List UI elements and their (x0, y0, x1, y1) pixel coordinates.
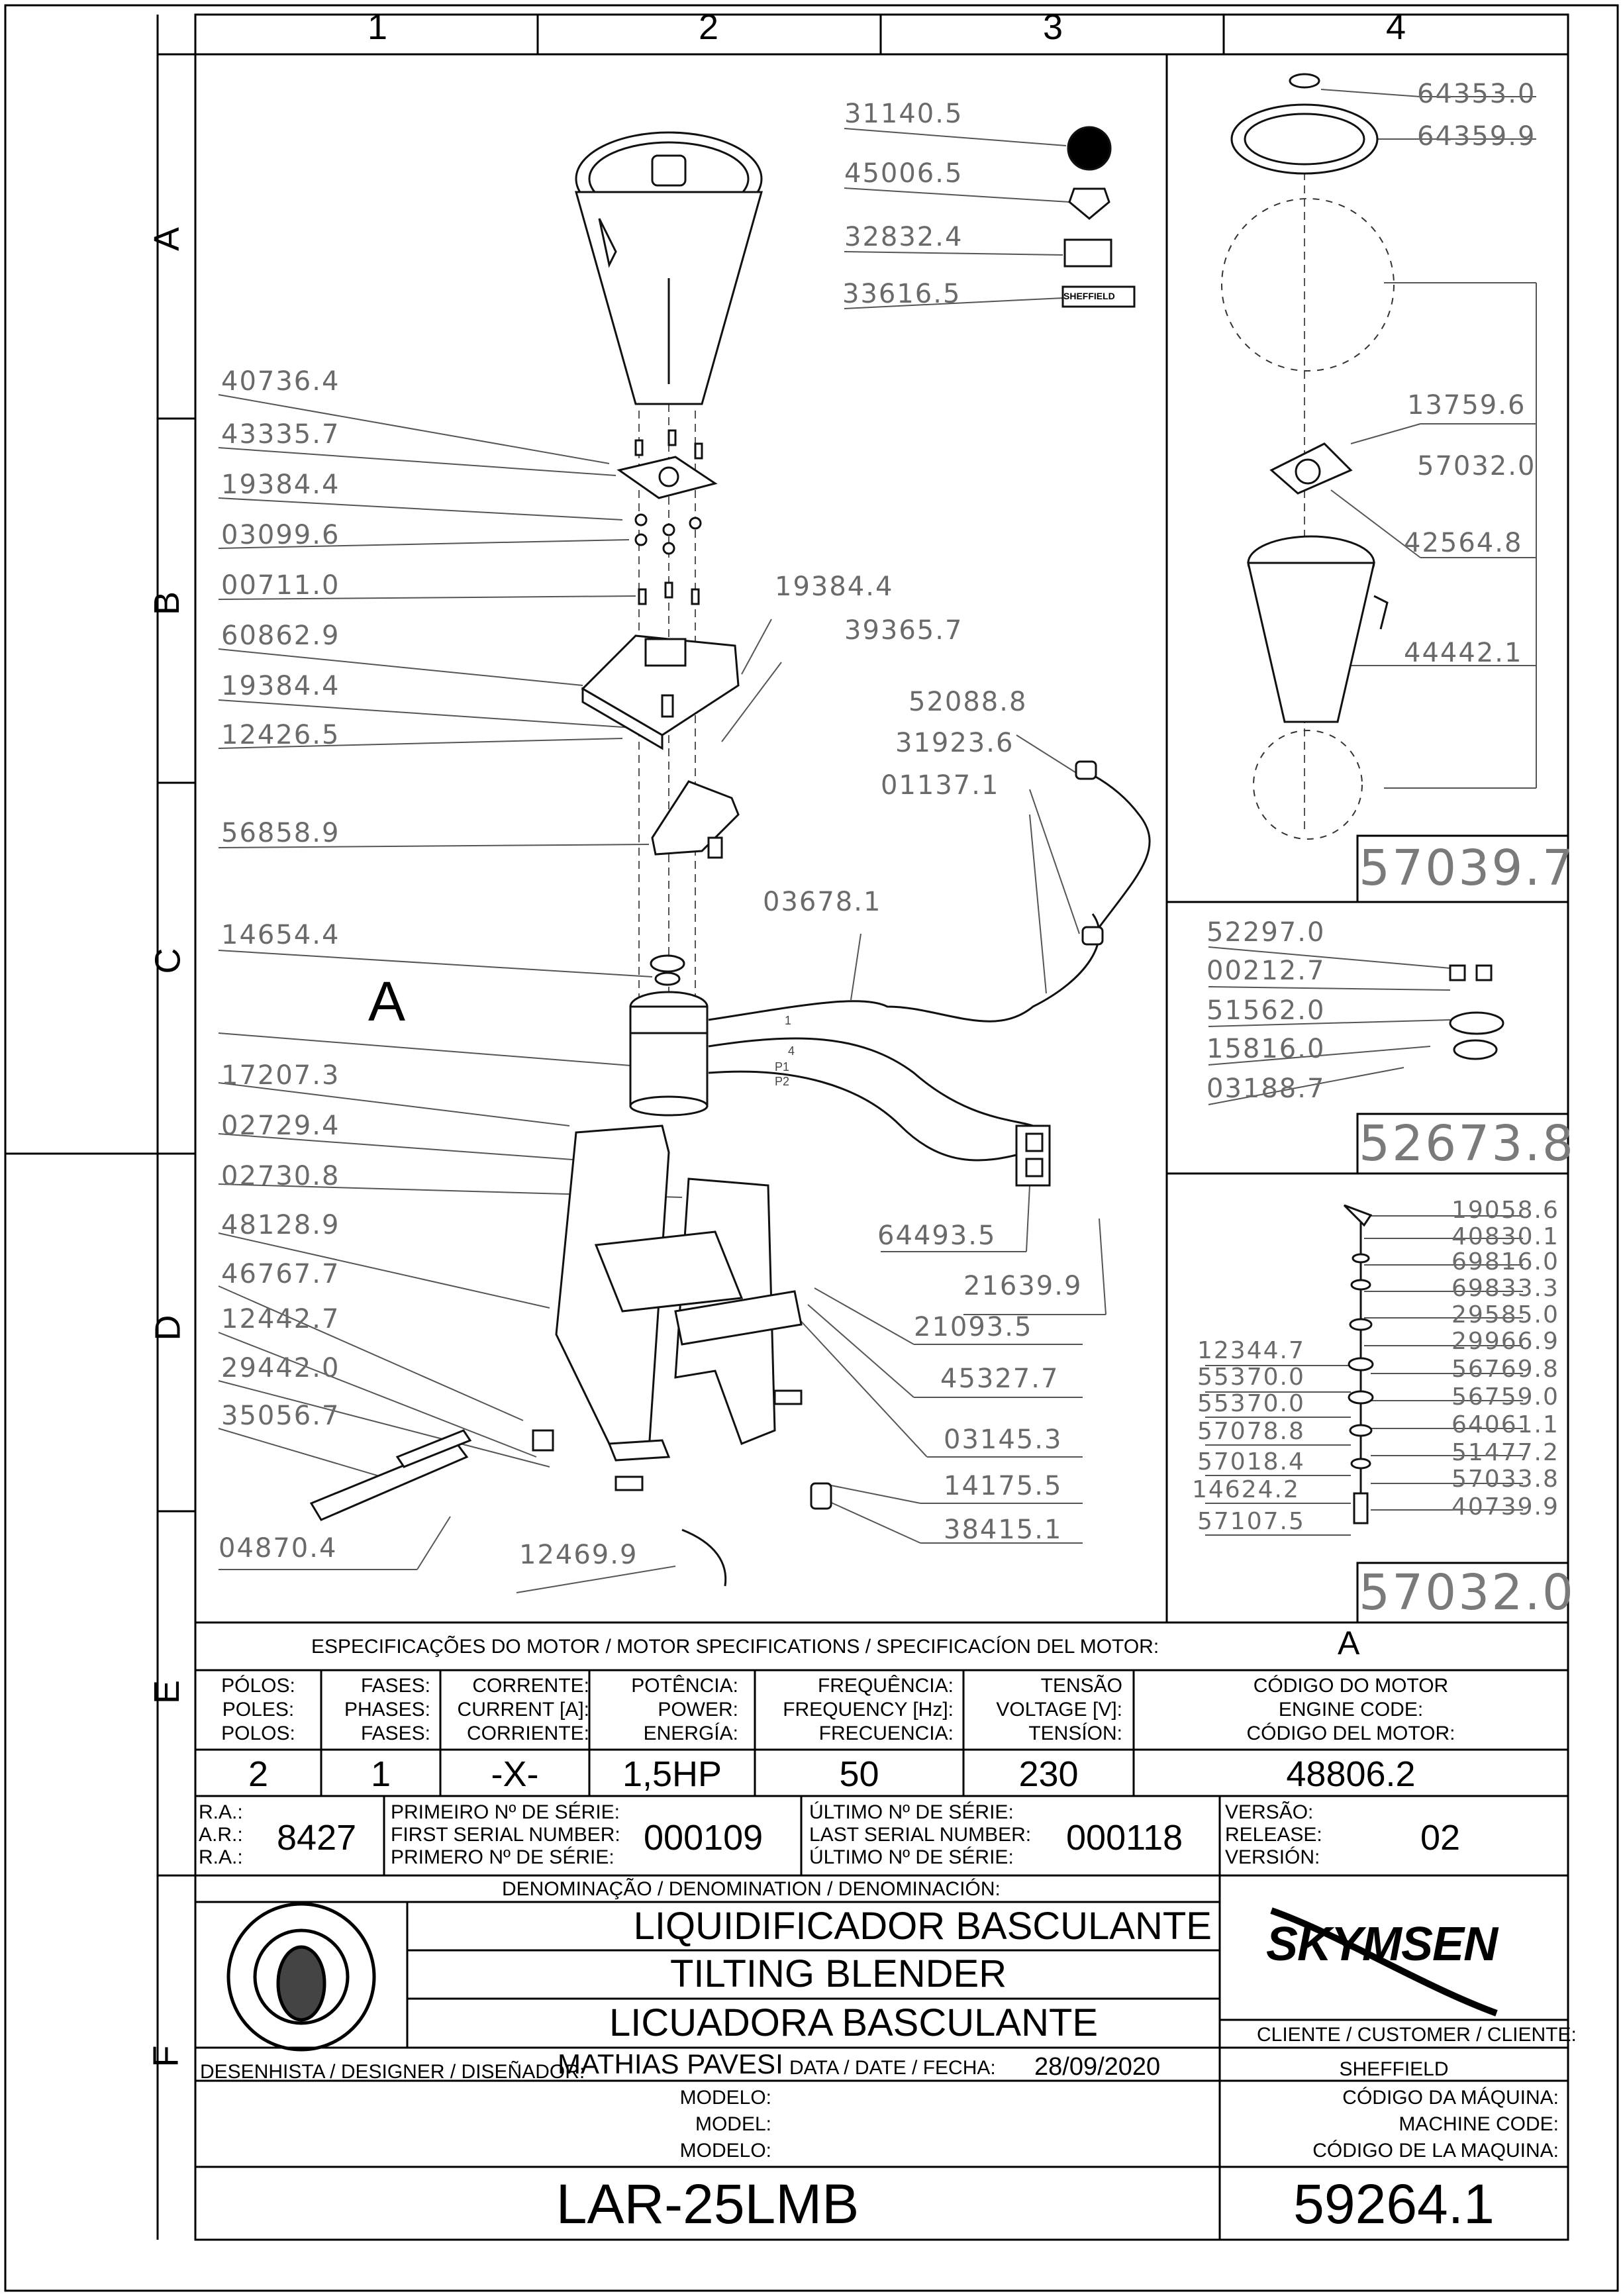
part-label: 03188.7 (1206, 1073, 1326, 1104)
part-label: 21639.9 (963, 1271, 1083, 1301)
wire-label: P1 (775, 1060, 790, 1073)
last-serial-label: ÚLTIMO Nº DE SÉRIE: LAST SERIAL NUMBER: ÚLTIMO Nº DE SÉRIE: (809, 1801, 1032, 1868)
first-serial-label: PRIMEIRO Nº DE SÉRIE: FIRST SERIAL NUMBER: PRIMERO Nº DE SÉRIE: (391, 1801, 620, 1868)
part-label: 51562.0 (1206, 995, 1326, 1026)
part-label: 46767.7 (221, 1259, 340, 1289)
first-serial-value: 000109 (644, 1818, 763, 1858)
ra-label: R.A.: A.R.: R.A.: (199, 1801, 243, 1868)
part-label: 56769.8 (1451, 1356, 1559, 1383)
part-label: 31140.5 (844, 99, 963, 129)
spec-power-label: POTÊNCIA: POWER: ENERGÍA: (631, 1675, 738, 1744)
part-label: 17207.3 (221, 1060, 340, 1091)
part-label: 52088.8 (909, 687, 1028, 717)
model-value: LAR-25LMB (556, 2173, 860, 2235)
part-label: 29442.0 (221, 1353, 340, 1383)
wire-label: 4 (788, 1044, 795, 1058)
part-label: 40739.9 (1451, 1493, 1559, 1521)
version-label: VERSÃO: RELEASE: VERSIÓN: (1225, 1801, 1322, 1868)
motor-housing (583, 636, 738, 748)
part-label: 04870.4 (219, 1533, 338, 1564)
part-label: 64061.1 (1451, 1411, 1559, 1438)
version-value: 02 (1420, 1818, 1461, 1858)
spec-poles-value: 2 (248, 1754, 269, 1794)
part-label: 19384.4 (775, 572, 894, 602)
date-value: 28/09/2020 (1034, 2053, 1161, 2081)
part-label: 57078.8 (1197, 1418, 1305, 1445)
part-label: 29966.9 (1451, 1328, 1559, 1355)
spec-voltage-value: 230 (1018, 1754, 1079, 1794)
client-value: SHEFFIELD (1339, 2058, 1449, 2080)
part-label: 64353.0 (1417, 79, 1536, 109)
zone-col-1: 1 (367, 7, 388, 47)
part-label: 42564.8 (1404, 528, 1523, 558)
part-label: 12426.5 (221, 720, 340, 750)
part-label: 19384.4 (221, 671, 340, 701)
product-name-pt: LIQUIDIFICADOR BASCULANTE (633, 1905, 1212, 1948)
part-label: 57033.8 (1451, 1466, 1559, 1493)
machine-code-label: CÓDIGO DA MÁQUINA: MACHINE CODE: CÓDIGO DE LA MAQUINA: (1312, 2087, 1559, 2162)
motor-callout-letter: A (368, 970, 406, 1032)
part-label: 52297.0 (1206, 917, 1326, 948)
zone-row-e: E (147, 1679, 187, 1705)
spec-phases-label: FASES: PHASES: FASES: (344, 1675, 430, 1744)
part-label: 60862.9 (221, 621, 340, 651)
authorized-service-seal (228, 1904, 374, 2050)
part-label: 48128.9 (221, 1210, 340, 1240)
assembly-code: 57032.0 (1359, 1564, 1576, 1621)
ra-value: 8427 (277, 1818, 357, 1858)
assembly-code: 52673.8 (1359, 1115, 1576, 1172)
last-serial-value: 000118 (1066, 1818, 1183, 1858)
spec-frequency-label: FREQUÊNCIA: FREQUENCY [Hz]: FRECUENCIA: (783, 1675, 954, 1744)
part-label: 69816.0 (1451, 1248, 1559, 1275)
designer-label: DESENHISTA / DESIGNER / DISEÑADOR: (200, 2061, 585, 2083)
part-label: 14624.2 (1192, 1476, 1300, 1503)
sheffield-sticker-text: SHEFFIELD (1063, 291, 1115, 301)
part-label: 57107.5 (1197, 1508, 1305, 1535)
part-label: 45006.5 (844, 158, 963, 189)
part-label: 33616.5 (842, 279, 961, 309)
part-label: 12469.9 (519, 1540, 638, 1570)
part-label: 12442.7 (221, 1304, 340, 1334)
machine-code-value: 59264.1 (1293, 2173, 1495, 2235)
zone-row-f: F (146, 2045, 186, 2068)
spec-engine-code-label: CÓDIGO DO MOTOR ENGINE CODE: CÓDIGO DEL MOTOR: (1246, 1675, 1455, 1744)
part-label: 32832.4 (844, 222, 963, 252)
skymsen-logo: SKYMSEN (1266, 1918, 1498, 1971)
spec-poles-label: PÓLOS: POLES: POLOS: (221, 1675, 295, 1744)
zone-col-2: 2 (698, 7, 719, 47)
zone-col-4: 4 (1385, 7, 1406, 47)
zone-row-b: B (147, 591, 187, 616)
spec-frequency-value: 50 (839, 1754, 879, 1794)
part-label: 00711.0 (221, 570, 340, 601)
part-label: 64493.5 (877, 1221, 997, 1251)
assembly-code: 57039.7 (1359, 840, 1576, 897)
product-name-es: LICUADORA BASCULANTE (609, 2001, 1099, 2044)
spec-current-value: -X- (491, 1754, 539, 1794)
part-label: 57018.4 (1197, 1448, 1305, 1475)
denomination-label: DENOMINAÇÃO / DENOMINATION / DENOMINACIÓN: (502, 1878, 1001, 1900)
part-label: 56759.0 (1451, 1383, 1559, 1411)
part-label: 03145.3 (944, 1424, 1063, 1455)
part-label: 12344.7 (1197, 1337, 1305, 1364)
part-label: 02729.4 (221, 1111, 340, 1141)
jar-lid-assembly (576, 132, 762, 404)
part-label: 44442.1 (1404, 638, 1523, 668)
part-label: 55370.0 (1197, 1390, 1305, 1417)
part-label: 00212.7 (1206, 956, 1326, 986)
part-label: 21093.5 (914, 1312, 1033, 1342)
spec-header: ESPECIFICAÇÕES DO MOTOR / MOTOR SPECIFICATIONS / SPECIFICACÍON DEL MOTOR: (311, 1636, 1159, 1658)
part-label: 02730.8 (221, 1161, 340, 1191)
spec-engine-code-value: 48806.2 (1286, 1754, 1416, 1794)
part-label: 69833.3 (1451, 1275, 1559, 1302)
part-label: 56858.9 (221, 818, 340, 848)
part-label: 35056.7 (221, 1401, 340, 1431)
part-label: 57032.0 (1417, 451, 1536, 481)
base-stand (556, 1126, 801, 1460)
part-label: 13759.6 (1407, 390, 1526, 421)
date-label: DATA / DATE / FECHA: (789, 2057, 996, 2079)
motor (630, 992, 707, 1115)
part-label: 55370.0 (1197, 1364, 1305, 1391)
zone-col-3: 3 (1042, 7, 1063, 47)
spec-voltage-label: TENSÃO VOLTAGE [V]: TENSÍON: (996, 1675, 1122, 1744)
zone-row-c: C (148, 948, 188, 974)
spec-current-label: CORRENTE: CURRENT [A]: CORRIENTE: (457, 1675, 589, 1744)
part-label: 14654.4 (221, 920, 340, 950)
part-label: 64359.9 (1417, 121, 1536, 152)
part-label: 14175.5 (944, 1471, 1063, 1501)
part-label: 01137.1 (881, 770, 1000, 801)
part-label: 38415.1 (944, 1515, 1063, 1545)
part-label: 40830.1 (1451, 1223, 1559, 1250)
zone-row-a: A (147, 226, 187, 252)
spec-phases-value: 1 (370, 1754, 391, 1794)
part-label: 19384.4 (221, 470, 340, 500)
part-label: 31923.6 (895, 728, 1014, 758)
wire-label: 1 (785, 1014, 792, 1027)
zone-row-d: D (148, 1315, 188, 1341)
client-label: CLIENTE / CUSTOMER / CLIENTE: (1257, 2024, 1577, 2046)
designer-value: MATHIAS PAVESI (558, 2048, 783, 2079)
wire-label: P2 (775, 1075, 790, 1088)
part-label: 29585.0 (1451, 1301, 1559, 1328)
product-name-en: TILTING BLENDER (670, 1952, 1007, 1995)
black-dot-label (1068, 127, 1110, 170)
spec-motor-letter: A (1338, 1624, 1360, 1662)
part-label: 39365.7 (844, 615, 963, 646)
part-label: 51477.2 (1451, 1439, 1559, 1466)
model-label: MODELO: MODEL: MODELO: (679, 2087, 771, 2162)
part-label: 15816.0 (1206, 1034, 1326, 1064)
part-label: 19058.6 (1451, 1197, 1559, 1224)
part-label: 40736.4 (221, 366, 340, 397)
part-label: 03099.6 (221, 520, 340, 550)
spec-power-value: 1,5HP (622, 1754, 722, 1794)
part-label: 43335.7 (221, 419, 340, 450)
part-label: 45327.7 (940, 1364, 1059, 1394)
part-label: 03678.1 (763, 887, 882, 917)
